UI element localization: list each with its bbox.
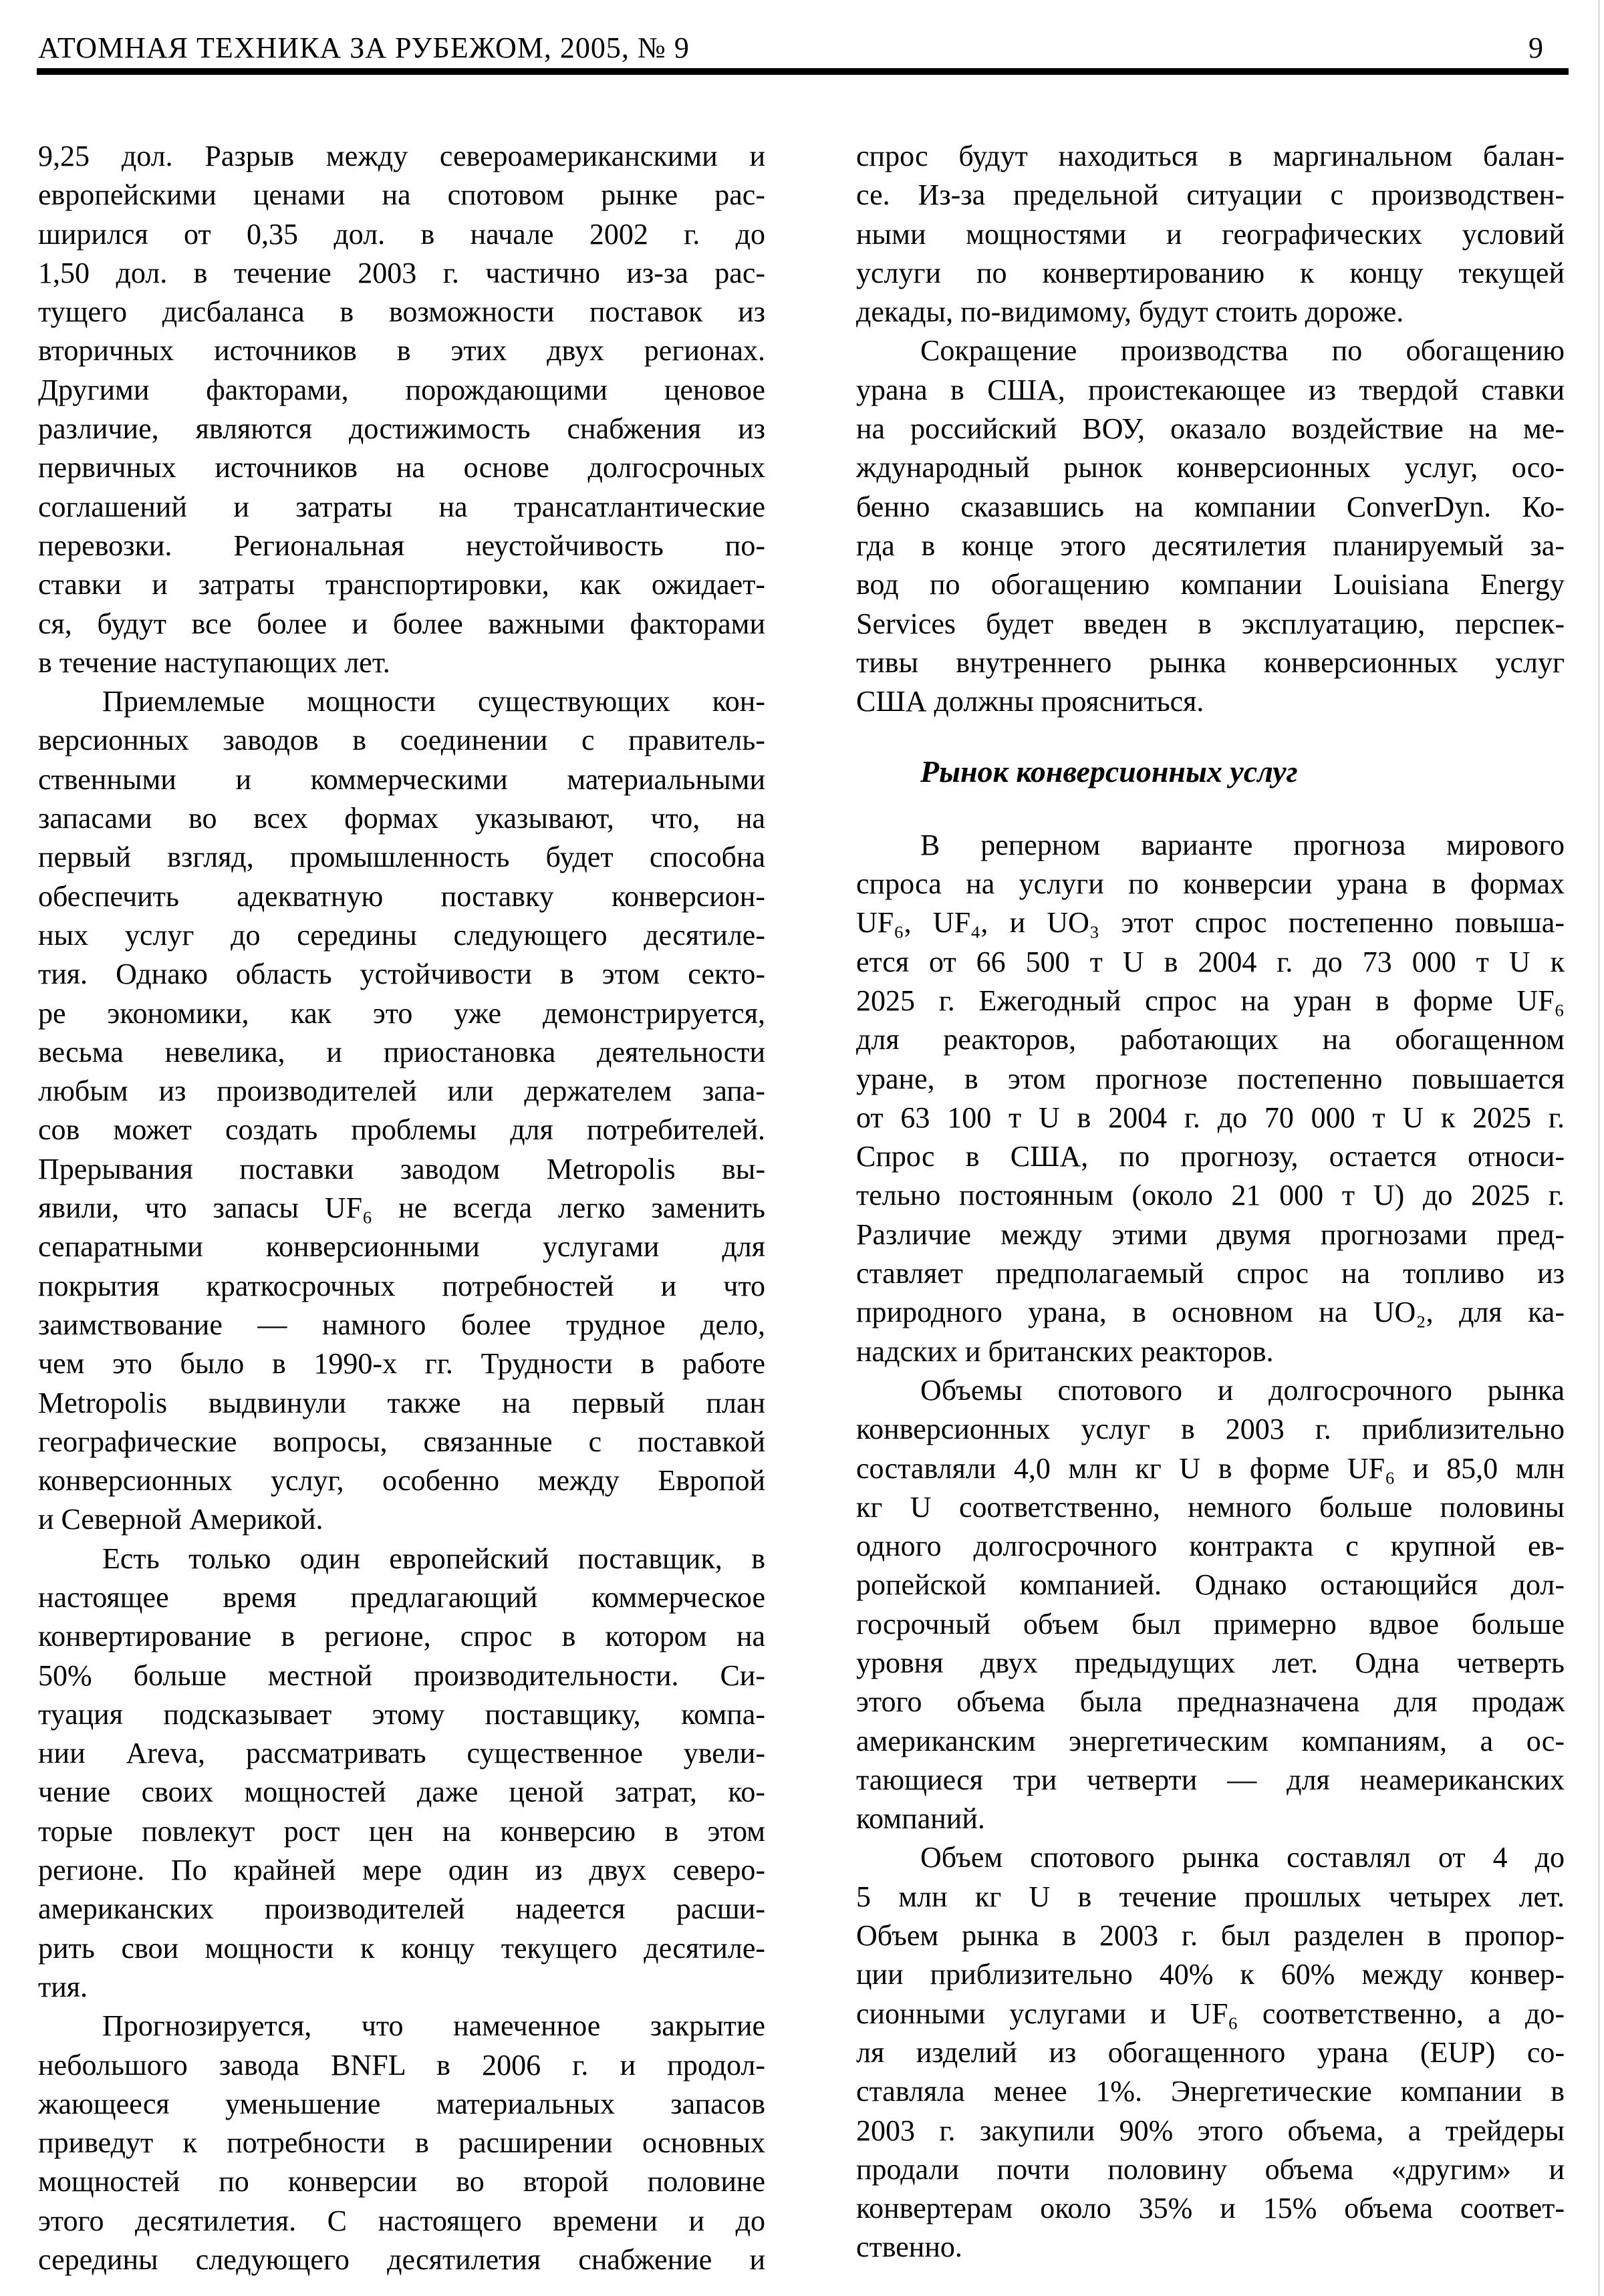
text-line: европейскими ценами на спотовом рынке рас- [38,178,765,212]
paragraph [38,682,765,1540]
text-line: первичных источников на основе долгосрочных [38,451,765,484]
text-line: ции приблизительно 40% к 60% между конвер- [856,1958,1565,1991]
text-line: этого объема была предназначена для продаж [856,1685,1565,1719]
text-line: ре экономики, как это уже демонстрируется, [38,996,765,1030]
text-line: Приемлемые мощности существующих кон- [102,685,765,718]
text-line: Сокращение производства по обогащению [920,334,1565,368]
text-line: Объем рынка в 2003 г. был разделен в пропор- [856,1919,1565,1953]
text-line: конвертерам около 35% и 15% объема соответ- [856,2192,1565,2225]
text-line: ется от 66 500 т U в 2004 г. до 73 000 т U к [856,945,1565,978]
text-line: покрытия краткосрочных потребностей и что [38,1269,765,1302]
text-line: Объемы спотового и долгосрочного рынка [920,1373,1565,1407]
text-line: бенно сказавшись на компании ConverDyn. Ко- [856,490,1565,523]
text-line: ственными и коммерческими материальными [38,762,765,796]
text-line: се. Из-за предельной ситуации с производствен- [856,178,1565,212]
text-line: ся, будут все более и более важными факторами [38,607,765,640]
text-line: тия. [38,1970,88,2003]
text-line: туация подсказывает этому поставщику, компа- [38,1697,765,1731]
text-line: середины следующего десятилетия снабжение и [38,2243,765,2277]
text-line: этого десятилетия. С настоящего времени и до [38,2204,765,2237]
text-line: декады, по-видимому, будут стоить дороже. [856,295,1404,329]
text-line: тивы внутреннего рынка конверсионных услуг [856,645,1565,679]
section-heading: Рынок конверсионных услуг [920,754,1298,789]
paragraph [856,331,1565,721]
text-line: госрочный объем был примерно вдвое больше [856,1607,1565,1640]
journal-title: АТОМНАЯ ТЕХНИКА ЗА РУБЕЖОМ, 2005, № 9 [38,31,690,64]
text-line: ширился от 0,35 дол. в начале 2002 г. до [38,217,765,251]
text-line: уране, в этом прогнозе постепенно повышается [856,1062,1565,1095]
text-line: Объем спотового рынка составлял от 4 до [920,1841,1565,1874]
text-line: обеспечить адекватную поставку конверсион- [38,879,765,913]
text-line: урана в США, проистекающее из твердой ставки [856,373,1565,406]
text-line: вторичных источников в этих двух регионах. [38,334,765,368]
text-line: спроса на услуги по конверсии урана в формах [856,867,1565,901]
text-line: перевозки. Региональная неустойчивость по- [38,529,765,562]
text-line: на российский ВОУ, оказало воздействие на ме- [856,412,1565,446]
text-line: кг U соответственно, немного больше половины [856,1490,1565,1524]
text-line: чение своих мощностей даже ценой затрат, ко- [38,1775,765,1809]
text-line: ных услуг до середины следующего десятиле- [38,918,765,952]
text-line: от 63 100 т U в 2004 г. до 70 000 т U к 2025 г. [856,1101,1565,1134]
text-line: торые повлекут рост цен на конверсию в этом [38,1814,765,1848]
text-line: конвертирование в регионе, спрос в котором на [38,1620,765,1653]
page-header [38,31,1569,68]
text-line: конверсионных услуг, особенно между Европой [38,1464,765,1497]
text-line: ственно. [856,2231,962,2264]
text-line: Services будет введен в эксплуатацию, перспек- [856,607,1565,640]
text-line: рить свои мощности к концу текущего десятиле- [38,1931,765,1965]
scan-edge-artifact [1598,0,1600,2296]
paragraph [856,1838,1565,2267]
text-line: американских производителей надеется расши- [38,1892,765,1926]
text-line: конверсионных услуг в 2003 г. приблизительно [856,1413,1565,1446]
text-line: составляли 4,0 млн кг U в форме UF₆ и 85,0 млн [856,1451,1565,1485]
text-line: Metropolis выдвинули также на первый план [38,1386,765,1419]
text-line: Различие между этими двумя прогнозами пред- [856,1217,1565,1251]
text-line: Есть только один европейский поставщик, в [102,1542,765,1575]
text-line: гда в конце этого десятилетия планируемый за- [856,529,1565,562]
text-line: услуги по конвертированию к концу текущей [856,256,1565,289]
text-line: тия. Однако область устойчивости в этом секто- [38,958,765,991]
text-line: ждународный рынок конверсионных услуг, осо- [856,451,1565,484]
text-line: Прогнозируется, что намеченное закрытие [102,2009,765,2043]
text-line: ставляет предполагаемый спрос на топливо из [856,1257,1565,1290]
text-line: жающееся уменьшение материальных запасов [38,2087,765,2120]
paragraph [38,2007,765,2279]
text-line: надских и британских реакторов. [856,1334,1274,1368]
paragraph [856,1371,1565,1839]
text-line: нии Areva, рассматривать существенное увели- [38,1737,765,1770]
text-line: 9,25 дол. Разрыв между североамериканскими и [38,140,765,172]
text-line: явили, что запасы UF₆ не всегда легко заменить [38,1191,765,1225]
text-line: и Северной Америкой. [38,1503,323,1536]
text-line: UF₆, UF₄, и UO₃ этот спрос постепенно повыша- [856,906,1565,940]
paragraph [856,826,1565,1371]
text-line: уровня двух предыдущих лет. Одна четверть [856,1646,1565,1679]
text-line: настоящее время предлагающий коммерческое [38,1580,765,1614]
text-line: регионе. По крайней мере один из двух северо- [38,1854,765,1887]
text-line: одного долгосрочного контракта с крупной ев- [856,1530,1565,1563]
text-line: тельно постоянным (около 21 000 т U) до 2025 г. [856,1179,1565,1212]
text-line: чем это было в 1990-х гг. Трудности в работе [38,1347,765,1381]
text-line: природного урана, в основном на UO₂, для ка- [856,1296,1565,1329]
text-line: различие, являются достижимость снабжения из [38,412,765,446]
text-line: сов может создать проблемы для потребителей. [38,1113,765,1147]
text-line: географические вопросы, связанные с поставкой [38,1425,765,1458]
text-column-left [38,137,765,2279]
text-line: версионных заводов в соединении с правитель- [38,724,765,757]
text-line: ставляла менее 1%. Энергетические компании в [856,2075,1565,2108]
text-line: ля изделий из обогащенного урана (EUP) со- [856,2035,1565,2069]
text-line: Другими факторами, порождающими ценовое [38,373,765,406]
text-line: небольшого завода BNFL в 2006 г. и продол- [38,2048,765,2082]
text-line: Прерывания поставки заводом Metropolis вы- [38,1152,765,1185]
text-line: 2025 г. Ежегодный спрос на уран в форме UF₆ [856,984,1565,1017]
text-line: мощностей по конверсии во второй половине [38,2165,765,2198]
text-line: ставки и затраты транспортировки, как ожидает- [38,568,765,601]
text-line: продали почти половину объема «другим» и [856,2152,1565,2186]
paragraph [38,1540,765,2007]
text-line: спрос будут находиться в маргинальном балан- [856,140,1565,172]
text-line: приведут к потребности в расширении основных [38,2126,765,2160]
text-line: весьма невелика, и приостановка деятельности [38,1035,765,1068]
text-line: ропейской компанией. Однако остающийся дол- [856,1568,1565,1602]
text-column-right [856,137,1565,2267]
page-number: 9 [1528,31,1544,64]
text-line: любым из производителей или держателем запа- [38,1074,765,1108]
text-line: американским энергетическим компаниям, а ос- [856,1724,1565,1757]
text-line: для реакторов, работающих на обогащенном [856,1023,1565,1056]
text-line: 50% больше местной производительности. Си- [38,1659,765,1692]
text-line: заимствование — намного более трудное дело, [38,1308,765,1341]
paragraph [856,137,1565,331]
text-line: тающиеся три четверти — для неамериканских [856,1763,1565,1796]
text-line: 2003 г. закупили 90% этого объема, а трейдеры [856,2114,1565,2147]
text-line: тущего дисбаланса в возможности поставок из [38,295,765,329]
text-line: США должны проясниться. [856,685,1204,718]
text-line: запасами во всех формах указывают, что, на [38,802,765,835]
text-line: вод по обогащению компании Louisiana Energy [856,568,1565,601]
text-line: в течение наступающих лет. [38,645,390,679]
header-rule [37,68,1569,75]
text-line: Спрос в США, по прогнозу, остается относи- [856,1140,1565,1173]
text-line: первый взгляд, промышленность будет способна [38,841,765,874]
text-line: В реперном варианте прогноза мирового [920,828,1565,861]
text-line: соглашений и затраты на трансатлантические [38,490,765,523]
text-line: сионными услугами и UF₆ соответственно, а до- [856,1997,1565,2030]
paragraph [38,137,765,682]
text-line: компаний. [856,1802,985,1836]
text-line: 5 млн кг U в течение прошлых четырех лет. [856,1880,1565,1913]
text-line: сепаратными конверсионными услугами для [38,1230,765,1264]
text-line: ными мощностями и географических условий [856,217,1565,251]
text-line: 1,50 дол. в течение 2003 г. частично из-за рас- [38,256,765,289]
